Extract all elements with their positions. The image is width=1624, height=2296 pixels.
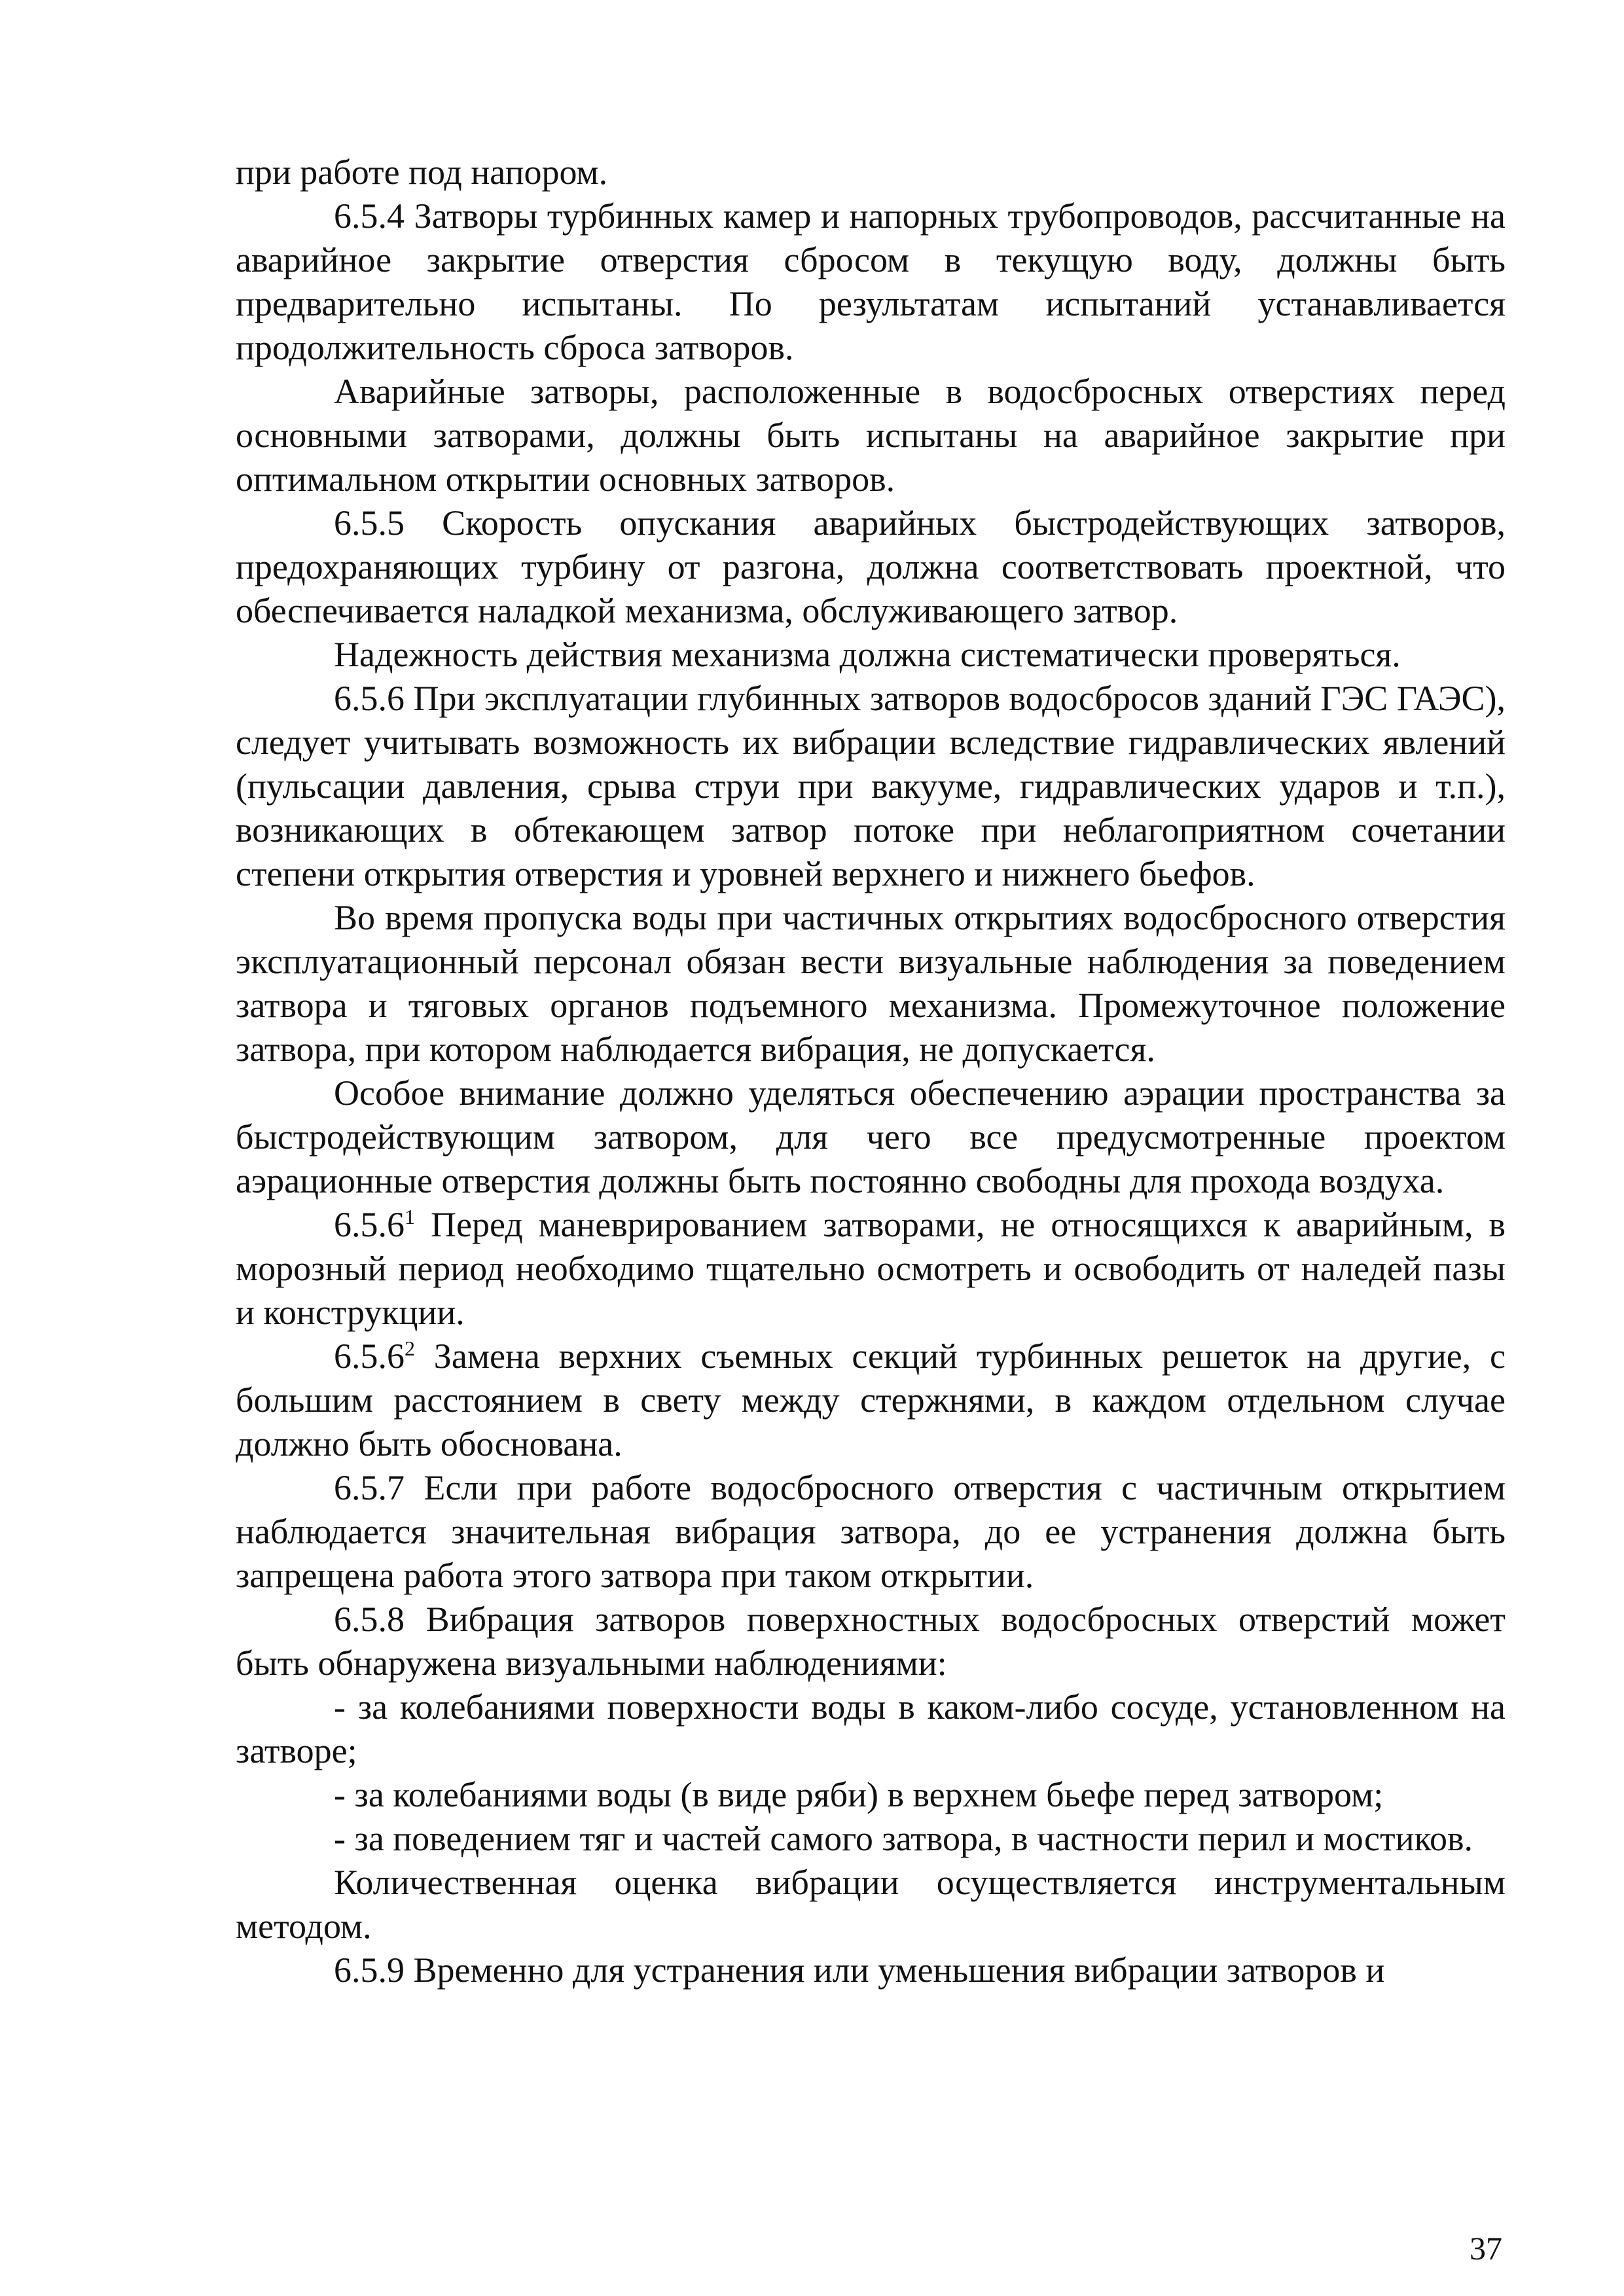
paragraph-6-5-7: 6.5.7 Если при работе водосбросного отверстия с частичным открытием наблюдается значительная вибрация затвора, до ее устранения должна быть запрещена работа этого затвора при таком открытии.: [236, 1468, 1506, 1595]
paragraph-aeration: Особое внимание должно уделяться обеспечению аэрации пространства за быстродействующим затвором, для чего все предусмотренные проектом аэрационные отверстия должны быть постоянно свободны для прохода воздуха.: [236, 1073, 1506, 1200]
paragraph-partial-opening: Во время пропуска воды при частичных открытиях водосбросного отверстия эксплуатационный персонал обязан вести визуальные наблюдения за поведением затвора и тяговых органов подъемного механизма. Промежуточное положение затвора, при котором наблюдается вибрация, не допускается.: [236, 898, 1506, 1069]
clause-text: Перед маневрированием затворами, не относящихся к аварийным, в морозный период необходимо тщательно осмотреть и освободить от наледей пазы и конструкции.: [236, 1205, 1506, 1332]
paragraph-reliability: Надежность действия механизма должна систематически проверяться.: [334, 635, 1401, 674]
list-item-rods-behavior: - за поведением тяг и частей самого затвора, в частности перил и мостиков.: [334, 1819, 1473, 1858]
paragraph-6-5-8: 6.5.8 Вибрация затворов поверхностных водосбросных отверстий может быть обнаружена визуальными наблюдениями:: [236, 1600, 1506, 1683]
paragraph-quantitative: Количественная оценка вибрации осуществляется инструментальным методом.: [236, 1863, 1506, 1946]
clause-text: Замена верхних съемных секций турбинных решеток на другие, с большим расстоянием в свету между стержнями, в каждом отдельном случае должно быть обоснована.: [236, 1336, 1506, 1463]
clause-number: 6.5.6: [334, 1205, 405, 1244]
clause-superscript: 2: [405, 1336, 415, 1360]
paragraph-6-5-5: 6.5.5 Скорость опускания аварийных быстродействующих затворов, предохраняющих турбину от разгона, должна соответствовать проектной, что обеспечивается наладкой механизма, обслуживающего затвор.: [236, 503, 1506, 630]
paragraph-6-5-6-2: [236, 1335, 1506, 1466]
list-item-water-vessel: - за колебаниями поверхности воды в каком-либо сосуде, установленном на затворе;: [236, 1687, 1506, 1770]
paragraph-6-5-9: 6.5.9 Временно для устранения или уменьшения вибрации затворов и: [334, 1950, 1385, 1990]
paragraph-continuation: при работе под напором.: [236, 152, 608, 192]
clause-superscript: 1: [405, 1205, 415, 1229]
list-item-upstream-ripple: - за колебаниями воды (в виде ряби) в верхнем бьефе перед затвором;: [334, 1775, 1384, 1814]
paragraph-emergency-gates: Аварийные затворы, расположенные в водосбросных отверстиях перед основными затворами, должны быть испытаны на аварийное закрытие при оптимальном открытии основных затворов.: [236, 372, 1506, 499]
clause-number: 6.5.6: [334, 1336, 405, 1376]
paragraph-6-5-4: 6.5.4 Затворы турбинных камер и напорных трубопроводов, рассчитанные на аварийное закрытие отверстия сбросом в текущую воду, должны быть предварительно испытаны. По результатам испытаний устанавливается продолжительность сброса затворов.: [236, 196, 1506, 367]
paragraph-6-5-6-1: [236, 1203, 1506, 1335]
body-text: [236, 151, 1506, 1992]
paragraph-6-5-6: 6.5.6 При эксплуатации глубинных затворов водосбросов зданий ГЭС ГАЭС), следует учитывать возможность их вибрации вследствие гидравлических явлений (пульсации давления, срыва струи при вакууме, гидравлических ударов и т.п.), возникающих в обтекающем затвор потоке при неблагоприятном сочетании степени открытия отверстия и уровней верхнего и нижнего бьефов.: [236, 679, 1506, 893]
page-number: 37: [1470, 2230, 1502, 2267]
